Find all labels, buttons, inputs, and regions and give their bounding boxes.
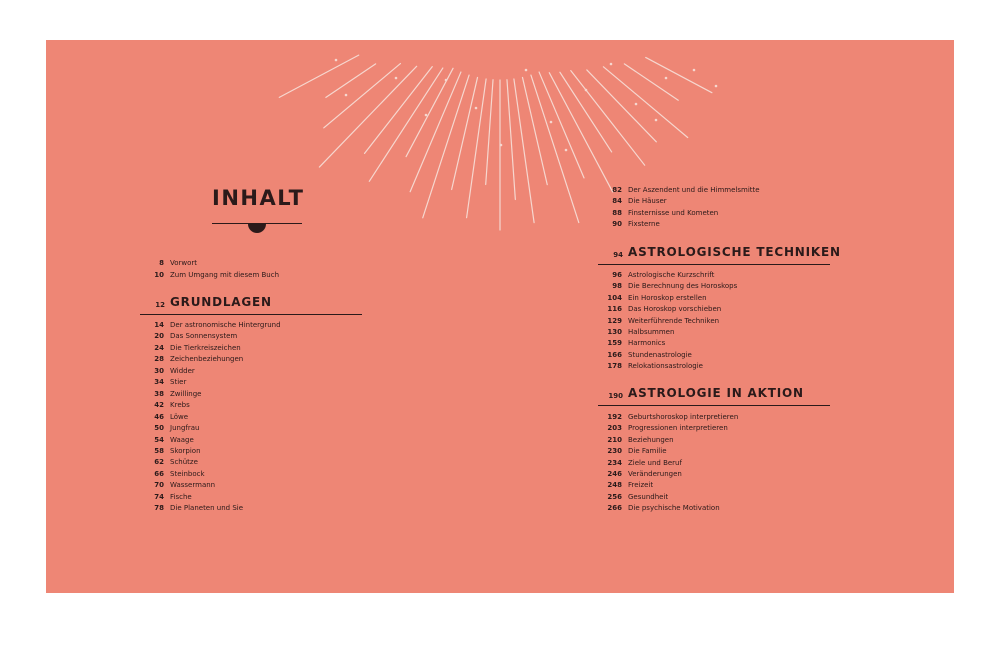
entry-title: Finsternisse und Kometen bbox=[628, 208, 719, 217]
entry-title: Veränderungen bbox=[628, 470, 682, 478]
entry-title: Der astronomische Hintergrund bbox=[170, 321, 281, 329]
page-number: 166 bbox=[607, 350, 622, 359]
page-number: 98 bbox=[612, 282, 622, 291]
entry-title: Widder bbox=[170, 366, 195, 375]
entry-title: Die Familie bbox=[628, 447, 667, 456]
page-number: 14 bbox=[154, 321, 164, 329]
page-number: 159 bbox=[607, 339, 622, 348]
page-number: 203 bbox=[607, 424, 622, 433]
entry-title: Ziele und Beruf bbox=[628, 458, 682, 467]
page-number: 74 bbox=[154, 492, 164, 501]
ray-line bbox=[279, 55, 358, 97]
star-dot bbox=[550, 121, 553, 124]
section-page-number: 94 bbox=[613, 251, 623, 259]
entry-title: Skorpion bbox=[170, 446, 201, 455]
entry-title: Löwe bbox=[170, 412, 189, 421]
page-number: 62 bbox=[154, 458, 164, 467]
ray-line bbox=[410, 72, 461, 192]
entry-title: Die Planeten und Sie bbox=[170, 504, 244, 513]
entry-title: Relokationsastrologie bbox=[628, 362, 703, 371]
ray-line bbox=[603, 67, 687, 138]
entry-title: Stier bbox=[170, 378, 187, 387]
section-title: ASTROLOGISCHE TECHNIKEN bbox=[628, 245, 841, 259]
section-title: ASTROLOGIE IN AKTION bbox=[628, 386, 804, 400]
entry-title: Freizeit bbox=[628, 481, 654, 490]
page-number: 210 bbox=[607, 435, 622, 444]
star-dot bbox=[425, 114, 428, 117]
entry-title: Ein Horoskop erstellen bbox=[628, 293, 707, 302]
entry-title: Jungfrau bbox=[170, 424, 200, 433]
star-dot bbox=[655, 119, 658, 122]
page-number: 42 bbox=[154, 401, 164, 410]
page-number: 82 bbox=[612, 186, 622, 194]
book-spread bbox=[46, 40, 954, 593]
entry-title: Weiterführende Techniken bbox=[628, 316, 720, 325]
page-number: 234 bbox=[607, 458, 622, 467]
entry-title: Steinbock bbox=[170, 469, 205, 478]
entry-title: Geburtshoroskop interpretieren bbox=[628, 413, 739, 421]
page-number: 58 bbox=[154, 446, 164, 455]
page-number: 246 bbox=[607, 470, 622, 478]
entry-title: Das Horoskop vorschieben bbox=[628, 305, 722, 314]
ray-line bbox=[646, 57, 712, 92]
page-number: 129 bbox=[607, 316, 622, 325]
star-dot bbox=[585, 89, 588, 92]
entry-title: Die psychische Motivation bbox=[628, 504, 720, 513]
entry-title: Harmonics bbox=[628, 339, 666, 348]
page-number: 10 bbox=[154, 270, 164, 279]
page-number: 84 bbox=[612, 197, 622, 206]
entry-title: Fixsterne bbox=[628, 220, 660, 229]
page-number: 192 bbox=[607, 413, 622, 421]
page-number: 90 bbox=[612, 220, 622, 229]
ray-line bbox=[486, 80, 493, 185]
entry-title: Halbsummen bbox=[628, 328, 675, 336]
ray-line bbox=[452, 77, 478, 189]
page-number: 178 bbox=[607, 362, 622, 371]
section-rule bbox=[598, 405, 830, 406]
section-page-number: 190 bbox=[608, 392, 623, 400]
entry-title: Die Tierkreiszeichen bbox=[170, 343, 241, 352]
entry-title: Schütze bbox=[170, 458, 198, 467]
section-rule bbox=[140, 314, 362, 315]
entry-title: Vorwort bbox=[170, 259, 198, 267]
entry-title: Beziehungen bbox=[628, 435, 674, 444]
star-dot bbox=[693, 69, 696, 72]
ray-line bbox=[587, 70, 656, 142]
star-dot bbox=[500, 144, 503, 147]
page-number: 66 bbox=[154, 469, 164, 478]
ray-line bbox=[514, 79, 534, 223]
ray-line bbox=[319, 66, 416, 167]
entry-title: Waage bbox=[170, 435, 194, 444]
entry-title: Gesundheit bbox=[628, 492, 669, 501]
page-number: 266 bbox=[607, 504, 622, 513]
entry-title: Stundenastrologie bbox=[628, 350, 692, 359]
page-number: 34 bbox=[154, 378, 164, 387]
section-page-number: 12 bbox=[155, 301, 165, 309]
star-dot bbox=[345, 94, 348, 97]
page-number: 28 bbox=[154, 355, 164, 364]
star-dot bbox=[445, 79, 448, 82]
page-number: 96 bbox=[612, 271, 622, 279]
entry-title: Krebs bbox=[170, 401, 190, 410]
page-number: 104 bbox=[607, 293, 622, 302]
page-number: 130 bbox=[607, 328, 622, 336]
star-dot bbox=[715, 85, 718, 88]
page-number: 78 bbox=[154, 504, 164, 513]
page-number: 46 bbox=[154, 412, 164, 421]
entry-title: Zum Umgang mit diesem Buch bbox=[170, 270, 280, 279]
ray-line bbox=[467, 79, 486, 218]
star-dot bbox=[475, 107, 478, 110]
star-dot bbox=[395, 77, 398, 80]
page-number: 30 bbox=[154, 366, 164, 375]
contents-title: INHALT bbox=[212, 186, 305, 210]
star-dot bbox=[335, 59, 338, 62]
page-number: 230 bbox=[607, 447, 622, 456]
star-dot bbox=[635, 103, 638, 106]
star-dot bbox=[610, 63, 613, 66]
page-number: 50 bbox=[154, 424, 164, 433]
entry-title: Progressionen interpretieren bbox=[628, 424, 728, 433]
entry-title: Zwillinge bbox=[170, 389, 202, 398]
ray-line bbox=[406, 68, 453, 156]
page-number: 70 bbox=[154, 481, 164, 490]
star-dot bbox=[665, 77, 668, 80]
page-number: 116 bbox=[607, 305, 622, 314]
ray-line bbox=[549, 73, 612, 192]
page-number: 88 bbox=[612, 208, 622, 217]
entry-title: Die Berechnung des Horoskops bbox=[628, 282, 738, 291]
ray-line bbox=[507, 80, 515, 200]
page-number: 248 bbox=[607, 481, 622, 490]
section-rule bbox=[598, 264, 830, 265]
star-dot bbox=[525, 69, 528, 72]
section-title: GRUNDLAGEN bbox=[170, 295, 272, 309]
ray-line bbox=[369, 68, 443, 181]
entry-title: Die Häuser bbox=[628, 197, 667, 206]
entry-title: Zeichenbeziehungen bbox=[170, 355, 244, 364]
entry-title: Astrologische Kurzschrift bbox=[628, 271, 715, 279]
entry-title: Der Aszendent und die Himmelsmitte bbox=[628, 186, 760, 194]
entry-title: Das Sonnensystem bbox=[170, 332, 238, 341]
page-number: 20 bbox=[154, 332, 164, 341]
star-dot bbox=[565, 149, 568, 152]
page-number: 8 bbox=[159, 259, 164, 267]
ray-line bbox=[624, 64, 678, 100]
entry-title: Fische bbox=[170, 492, 192, 501]
page-number: 54 bbox=[154, 435, 164, 444]
entry-title: Wassermann bbox=[170, 481, 216, 490]
page-number: 24 bbox=[154, 343, 164, 352]
page-number: 256 bbox=[607, 492, 622, 501]
page-number: 38 bbox=[154, 389, 164, 398]
